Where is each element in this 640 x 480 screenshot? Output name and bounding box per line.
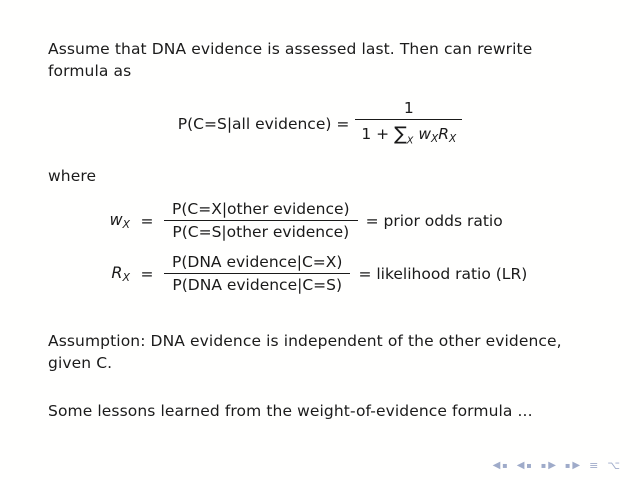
aligned-equations xyxy=(86,200,527,306)
nav-last-icon[interactable]: ▶ xyxy=(572,460,581,471)
nav-last-dot-icon[interactable]: ▪ xyxy=(564,461,571,470)
denominator-R-subscript: X xyxy=(449,132,457,145)
display-equation-lhs: P(C=S|all evidence) = xyxy=(177,114,350,133)
display-equation-denominator xyxy=(355,119,462,146)
intro-line-1: Assume that DNA evidence is assessed last. Then can rewrite xyxy=(48,40,533,58)
nav-prev-dot-icon[interactable]: ▪ xyxy=(526,461,532,470)
denominator-prefix: 1 + xyxy=(361,125,390,143)
R-fraction xyxy=(164,253,350,294)
intro-paragraph xyxy=(48,38,588,83)
summation-subscript: X xyxy=(406,135,414,147)
nav-first-icon[interactable]: ◀ xyxy=(492,460,501,471)
aligned-row-w xyxy=(86,200,527,241)
w-tail: = prior odds ratio xyxy=(365,211,503,230)
R-symbol: $R_X$ xyxy=(111,262,130,285)
display-equation-fraction xyxy=(355,99,462,146)
aligned-row-R xyxy=(86,253,527,294)
w-denominator: P(C=S|other evidence) xyxy=(164,220,358,241)
where-label: where xyxy=(48,167,97,185)
assumption-line-2: given C. xyxy=(48,354,113,373)
w-fraction xyxy=(164,200,358,241)
nav-first-dot-icon[interactable]: ▪ xyxy=(502,461,508,470)
nav-prev-icon[interactable]: ◀ xyxy=(516,460,525,471)
nav-prev-group[interactable] xyxy=(517,460,532,471)
summation-sign: ∑ xyxy=(394,123,407,145)
display-equation-numerator: 1 xyxy=(403,99,414,117)
nav-page-icon[interactable]: ≡ xyxy=(589,459,599,472)
intro-line-2: formula as xyxy=(48,62,132,81)
nav-spinner-icon[interactable]: ⌥ xyxy=(607,459,620,472)
lessons-paragraph xyxy=(48,400,593,422)
R-tail: = likelihood ratio (LR) xyxy=(358,264,528,283)
denominator-R: R xyxy=(438,125,449,143)
beamer-navigation-bar[interactable] xyxy=(493,459,620,472)
assumption-line-1: Assumption: DNA evidence is independent of the other evidence, xyxy=(48,332,562,350)
w-relation: = xyxy=(140,211,154,230)
w-symbol: $w_X$ xyxy=(109,209,130,232)
lessons-line-1: Some lessons learned from the weight-of-evidence formula ... xyxy=(48,402,533,420)
R-numerator: P(DNA evidence|C=X) xyxy=(172,253,343,271)
nav-first-group[interactable] xyxy=(493,460,508,471)
denominator-w: w xyxy=(418,125,431,143)
denominator-w-subscript: X xyxy=(431,132,439,145)
nav-last-group[interactable] xyxy=(565,460,580,471)
assumption-paragraph xyxy=(48,330,593,375)
R-denominator: P(DNA evidence|C=S) xyxy=(164,273,350,294)
display-equation xyxy=(0,100,640,147)
nav-next-dot-icon[interactable]: ▪ xyxy=(540,461,547,470)
nav-next-icon[interactable]: ▶ xyxy=(548,460,556,471)
nav-next-group[interactable] xyxy=(541,460,556,471)
R-relation: = xyxy=(140,264,154,283)
w-numerator: P(C=X|other evidence) xyxy=(172,200,350,218)
